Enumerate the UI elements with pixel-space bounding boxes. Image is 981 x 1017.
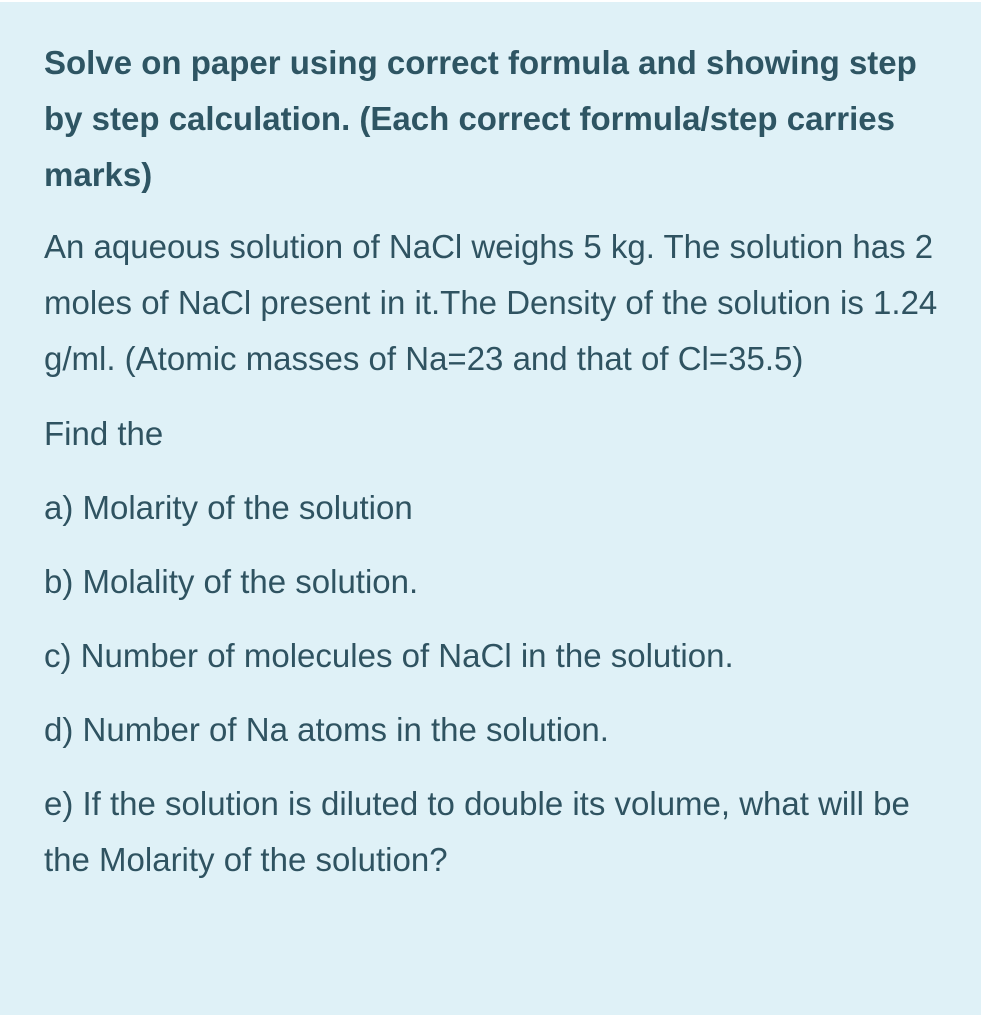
question-card [0,2,981,1015]
find-label: Find the [44,415,164,452]
question-b: b) Molality of the solution. [44,563,419,600]
question-c: c) Number of molecules of NaCl in the solution. [44,637,734,674]
question-list [44,480,941,888]
question-e: e) If the solution is diluted to double its volume, what will be the Molarity of the solution? [44,785,910,878]
question-d: d) Number of Na atoms in the solution. [44,711,609,748]
question-a: a) Molarity of the solution [44,489,413,526]
problem-statement: An aqueous solution of NaCl weighs 5 kg. The solution has 2 moles of NaCl present in it.The Density of the solution is 1.24 g/ml. (Atomic masses of Na=23 and that of Cl=35.5) [44,228,938,377]
instructions-heading: Solve on paper using correct formula and showing step by step calculation. (Each correct formula/step carries marks) [44,44,917,193]
